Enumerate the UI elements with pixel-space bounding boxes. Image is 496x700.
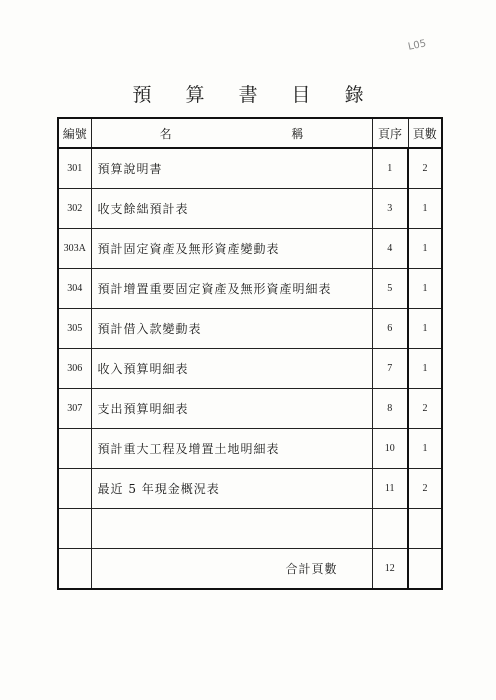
row-page: 8: [372, 388, 408, 428]
table-row: [58, 508, 442, 548]
total-page: 12: [372, 548, 408, 589]
header-count: 頁數: [408, 118, 442, 148]
row-name: 預算說明書: [91, 148, 372, 188]
header-page: 頁序: [372, 118, 408, 148]
row-name: 預計增置重要固定資產及無形資產明細表: [91, 268, 372, 308]
row-page: 4: [372, 228, 408, 268]
page-title: 預 算 書 目 錄: [132, 84, 378, 106]
total-label: 合計頁數: [91, 548, 372, 589]
row-code: 303A: [58, 228, 91, 268]
row-page: [372, 508, 408, 548]
row-count: 1: [408, 428, 442, 468]
table-row: [58, 468, 442, 508]
toc-table: [57, 117, 443, 590]
total-row: [58, 548, 442, 589]
table-row: [58, 268, 442, 308]
row-code: [58, 508, 91, 548]
row-code: 305: [58, 308, 91, 348]
row-page: 7: [372, 348, 408, 388]
table-header-row: [58, 118, 442, 148]
table-row: [58, 308, 442, 348]
row-page: 1: [372, 148, 408, 188]
row-page: 11: [372, 468, 408, 508]
row-count: 1: [408, 348, 442, 388]
row-code: 304: [58, 268, 91, 308]
row-code: [58, 468, 91, 508]
row-code: 302: [58, 188, 91, 228]
row-name: 預計重大工程及增置土地明細表: [91, 428, 372, 468]
row-code: 307: [58, 388, 91, 428]
table-row: [58, 188, 442, 228]
row-name: 收支餘絀預計表: [91, 188, 372, 228]
table-row: [58, 388, 442, 428]
row-name: 預計借入款變動表: [91, 308, 372, 348]
row-name: [91, 508, 372, 548]
row-count: 1: [408, 308, 442, 348]
row-code: 301: [58, 148, 91, 188]
row-name: 預計固定資產及無形資產變動表: [91, 228, 372, 268]
row-page: 6: [372, 308, 408, 348]
table-row: [58, 428, 442, 468]
total-code: [58, 548, 91, 589]
total-count: [408, 548, 442, 589]
row-name: 最近 5 年現金概況表: [91, 468, 372, 508]
table-row: [58, 348, 442, 388]
header-name: 名 稱: [91, 118, 372, 148]
row-name: 支出預算明細表: [91, 388, 372, 428]
page-number-note: L05: [407, 38, 428, 53]
row-page: 5: [372, 268, 408, 308]
row-count: 2: [408, 468, 442, 508]
row-count: 1: [408, 228, 442, 268]
row-code: 306: [58, 348, 91, 388]
table-row: [58, 228, 442, 268]
table-row: [58, 148, 442, 188]
row-page: 3: [372, 188, 408, 228]
row-count: 1: [408, 188, 442, 228]
row-count: 1: [408, 268, 442, 308]
row-count: 2: [408, 148, 442, 188]
row-count: [408, 508, 442, 548]
row-page: 10: [372, 428, 408, 468]
row-count: 2: [408, 388, 442, 428]
header-code: 編號: [58, 118, 91, 148]
row-name: 收入預算明細表: [91, 348, 372, 388]
row-code: [58, 428, 91, 468]
